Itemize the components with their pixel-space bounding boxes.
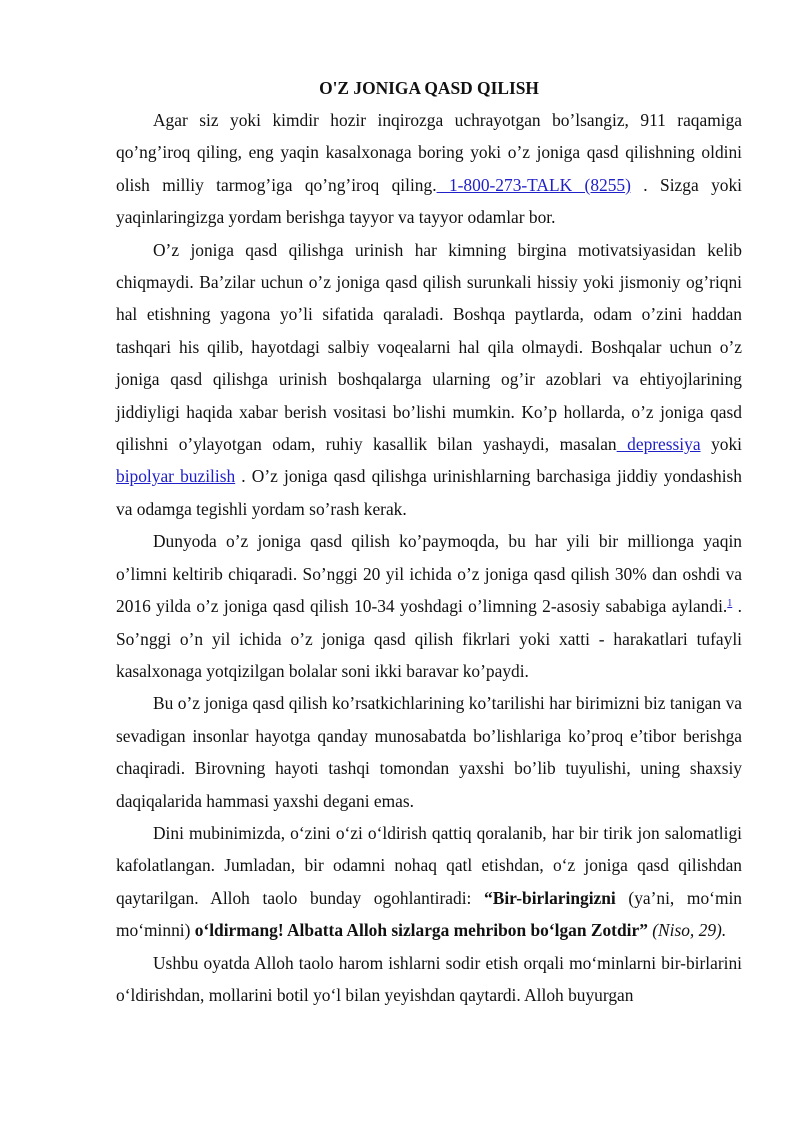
paragraph-text: yoki [700, 434, 743, 455]
paragraph-crisis-help [116, 104, 742, 234]
paragraph-text: Dini mubinimizda, o‘zini o‘zi o‘ldirish qattiq qoralanib, har bir tirik jon salomatligi kafolatlangan. Jumladan, bir odamni nohaq qatl etishdan, o‘z joniga qasd qilishdan qaytarilgan. Alloh taolo bunday ogohlantiradi: [116, 822, 742, 908]
paragraph-text: . So’nggi o’n yil ichida o’z joniga qasd qilish fikrlari yoki xatti - harakatlari tufayli kasalxonaga yotqizilgan bolalar soni ikki baravar ko’paydi. [116, 596, 742, 681]
paragraph-religion [116, 817, 742, 947]
paragraph-text: Agar siz yoki kimdir hozir inqirozga uchrayotgan bo’lsangiz, 911 raqamiga qo’ng’iroq qiling, eng yaqin kasalxonaga boring yoki o’z joniga qasd qilishning oldini olish milliy tarmog’iga qo’ng’iroq qiling. [116, 110, 742, 195]
paragraph-verse-explanation: Ushbu oyatda Alloh taolo harom ishlarni sodir etish orqali mo‘minlarni bir-birlarini o‘ldirishdan, mollarini botil yo‘l bilan yeyishdan qaytardi. Alloh buyurgan [116, 952, 742, 1005]
quote-bold-part-1: “Bir-birlaringizni [484, 887, 616, 908]
paragraph-text: Dunyoda o’z joniga qasd qilish ko’paymoqda, bu har yili bir millionga yaqin o’limni keltirib chiqaradi. So’nggi 20 yil ichida o’z joniga qasd qilish 30% dan oshdi va 2016 yilda o’z joniga qasd qilish 10-34 yoshdagi o’limning 2-asosiy sababiga aylandi. [116, 531, 742, 617]
paragraph-text: O’z joniga qasd qilishga urinish har kimning birgina motivatsiyasidan kelib chiqmaydi. Ba’zilar uchun o’z joniga qasd qilish surunkali hissiy yoki jismoniy og’riqni hal etishning yagona yo’li sifatida qaraladi. Boshqa paytlarda, odam o’zini haddan tashqari his qilib, hayotdagi salbiy voqealarni hal qila olmaydi. Boshqalar uchun o’z joniga qasd qilishga urinish boshqalarga ularning og’ir azoblari va ehtiyojlarining jiddiyligi haqida xabar berish vositasi bo’lishi mumkin. Ko’p hollarda, o’z joniga qasd qilishni o’ylayotgan odam, ruhiy kasallik bilan yashaydi, masalan [116, 239, 742, 455]
bipolar-disorder-link[interactable]: bipolyar buzilish [116, 466, 236, 487]
paragraph-text: . Sizga yoki yaqinlaringizga yordam berishga tayyor va tayyor odamlar bor. [116, 174, 742, 228]
hotline-phone-link[interactable]: 1-800-273-TALK (8255) [436, 174, 631, 195]
paragraph-text: (ya’ni, mo‘min mo‘minni) [116, 887, 742, 941]
document-title: O'Z JONIGA QASD QILISH [319, 78, 539, 98]
document-page [116, 72, 742, 1011]
paragraph-text: . O’z joniga qasd qilishga urinishlarning barchasiga jiddiy yondashish va odamga tegishli yordam so’rash kerak. [116, 466, 743, 519]
paragraph-statistics [116, 525, 742, 687]
quote-citation: (Niso, 29). [652, 920, 727, 941]
paragraph-motivation [116, 234, 742, 526]
footnote-reference-link[interactable]: 1 [727, 598, 733, 610]
quote-bold-part-2: o‘ldirmang! Albatta Alloh sizlarga mehribon bo‘lgan Zotdir” [194, 920, 648, 941]
paragraph-attention: Bu o’z joniga qasd qilish ko’rsatkichlarining ko’tarilishi har birimizni biz tanigan va sevadigan insonlar hayotga qanday munosabatda bo’lishlariga ko’proq e’tibor berishga chaqiradi. Birovning hayoti tashqi tomondan yaxshi bo’lib tuyulishi, uning shaxsiy daqiqalarida hammasi yaxshi degani emas. [116, 693, 742, 811]
depression-link[interactable]: depressiya [616, 434, 701, 455]
